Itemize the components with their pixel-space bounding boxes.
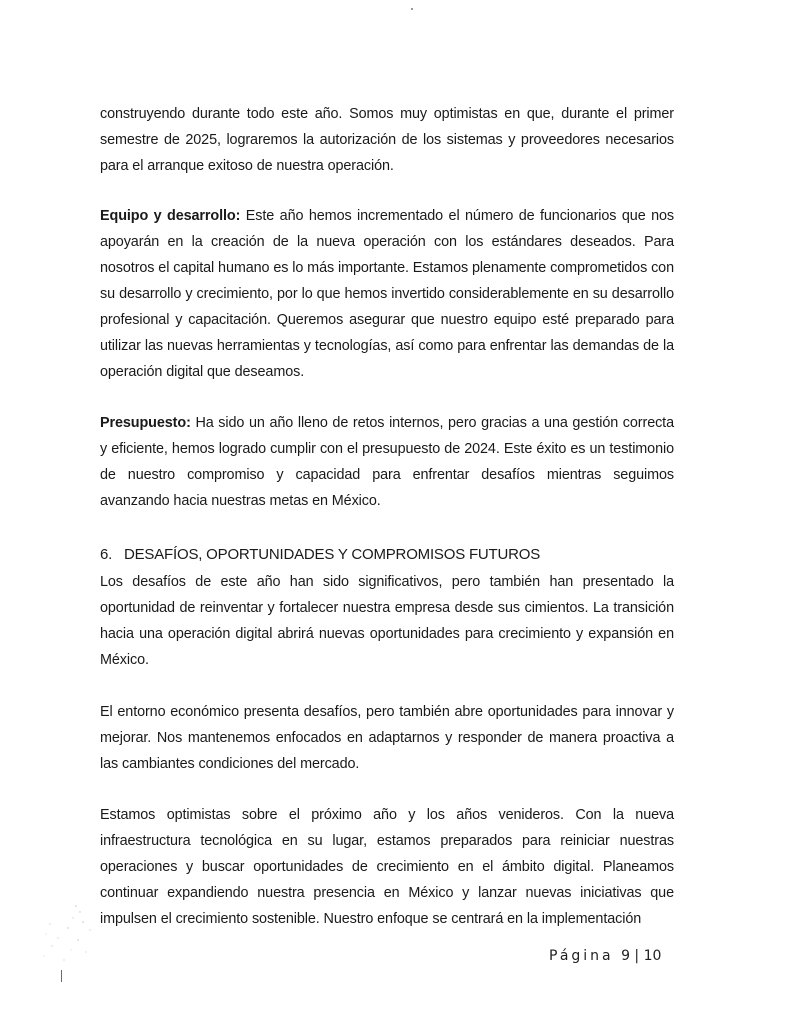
paragraph-text-equipo: Este año hemos incrementado el número de funcionarios que nos apoyarán en la creación de la nueva operación con los estándares deseados. Para nosotros el capital humano es lo más importante. Estamos plenamente comprometidos con su desarrollo y crecimiento, por lo que hemos invertido considerablemente en su desarrollo profesional y capacitación. Queremos asegurar que nuestro equipo esté preparado para utilizar las nuevas herramientas y tecnologías, así como para enfrentar las demandas de la operación digital que deseamos. [100,208,674,380]
paragraph-text-presupuesto: Ha sido un año lleno de retos internos, pero gracias a una gestión correcta y eficiente, hemos logrado cumplir con el presupuesto de 2024. Este éxito es un testimonio de nuestro compromiso y capacidad para enfrentar desafíos mientras seguimos avanzando hacia nuestras metas en México. [100,415,674,509]
scan-mark [411,8,413,10]
page-footer [549,948,661,964]
paragraph-equipo-desarrollo [100,203,674,385]
page-number: 9 | 10 [621,948,662,964]
margin-mark [61,970,62,982]
scan-specks [38,900,108,980]
section-number: 6. [100,546,113,563]
section-heading [100,543,674,567]
paragraph-label-equipo: Equipo y desarrollo: [100,208,241,224]
paragraph-desafios: Los desafíos de este año han sido significativos, pero también han presentado la oportunidad de reinventar y fortalecer nuestra empresa desde sus cimientos. La transición hacia una operación digital abrirá nuevas oportunidades para crecimiento y expansión en México. [100,574,674,668]
section-title: DESAFÍOS, OPORTUNIDADES Y COMPROMISOS FUTUROS [124,546,541,563]
paragraph-entorno: El entorno económico presenta desafíos, pero también abre oportunidades para innovar y mejorar. Nos mantenemos enfocados en adaptarnos y responder de manera proactiva a las cambiantes condiciones del mercado. [100,704,674,772]
paragraph-optimistas: Estamos optimistas sobre el próximo año y los años venideros. Con la nueva infraestructura tecnológica en su lugar, estamos preparados para reiniciar nuestras operaciones y buscar oportunidades de crecimiento en el ámbito digital. Planeamos continuar expandiendo nuestra presencia en México y lanzar nuevas iniciativas que impulsen el crecimiento sostenible. Nuestro enfoque se centrará en la implementación [100,807,674,927]
paragraph-label-presupuesto: Presupuesto: [100,415,191,431]
paragraph-presupuesto [100,410,674,514]
paragraph-continuation: construyendo durante todo este año. Somos muy optimistas en que, durante el primer semestre de 2025, lograremos la autorización de los sistemas y proveedores necesarios para el arranque exitoso de nuestra operación. [100,106,674,174]
footer-label: Página [549,948,614,964]
